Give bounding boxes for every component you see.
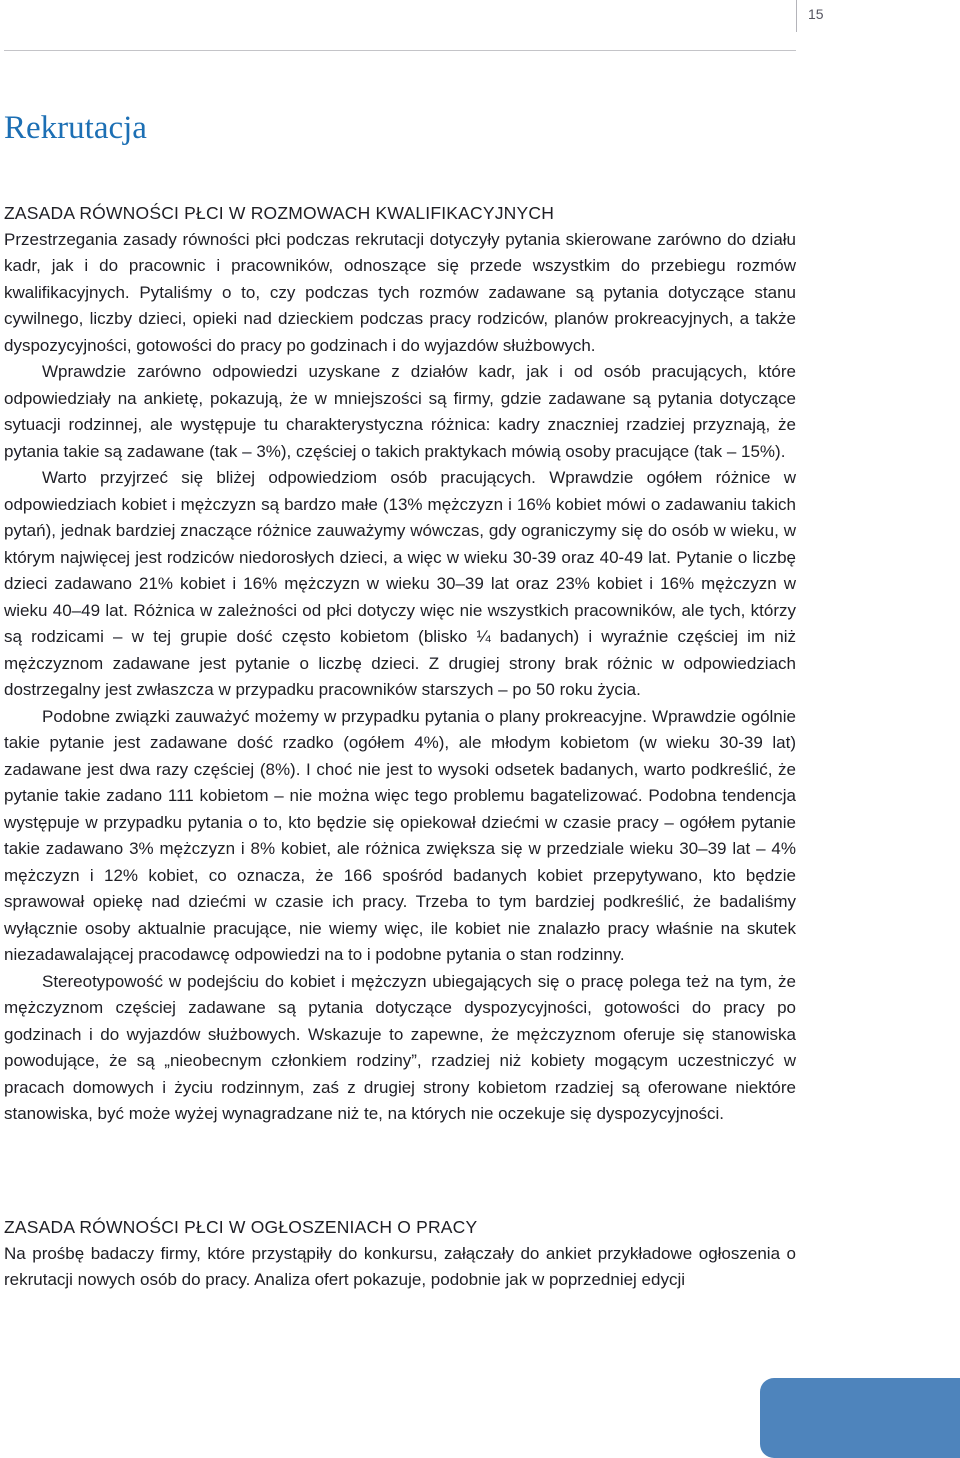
page-number: 15	[808, 6, 824, 22]
header-rule	[4, 50, 796, 51]
section-heading: ZASADA RÓWNOŚCI PŁCI W OGŁOSZENIACH O PRACY	[4, 1217, 478, 1237]
corner-decoration	[760, 1378, 960, 1458]
paragraph: Na prośbę badaczy firmy, które przystąpiły do konkursu, załączały do ankiet przykładowe ogłoszenia o rekrutacji nowych osób do pracy. Analiza ofert pokazuje, podobnie jak w poprzedniej edycji	[4, 1243, 796, 1289]
paragraph: Podobne związki zauważyć możemy w przypadku pytania o plany prokreacyjne. Wprawdzie ogólnie takie pytanie jest zadawane dość rzadko (ogółem 4%), ale młodym kobietom (w wieku 30-39 lat) zadawane jest dwa razy częściej (8%). I choć nie jest to wysoki odsetek badanych, warto podkreślić, że pytanie takie zadano 111 kobietom – nie można więc tego problemu bagatelizować. Podobna tendencja występuje w przypadku pytania o to, kto będzie się opiekował dziećmi w czasie pracy – ogółem pytanie takie zadawano 3% mężczyzn i 8% kobiet, ale różnica zwiększa się w przedziale wieku 30–39 lat – 4% mężczyzn i 12% kobiet, co oznacza, że 166 spośród badanych kobiet przepytywano, kto będzie sprawował opiekę nad dziećmi w czasie ich pracy. Trzeba to tym bardziej podkreślić, że badaliśmy wyłącznie osoby aktualnie pracujące, nie wiemy więc, ile kobiet nie znalazło pracy właśnie na skutek niezadawalającej pracodawcę odpowiedzi na to i podobne pytania o stan rodzinny.	[4, 706, 796, 964]
paragraph: Warto przyjrzeć się bliżej odpowiedziom osób pracujących. Wprawdzie ogółem różnice w odpowiedziach kobiet i mężczyzn są bardzo małe (13% mężczyzn i 16% kobiet mówi o zadawaniu takich pytań), jednak bardziej znaczące różnice zauważymy wówczas, gdy ograniczymy się do osób w wieku, w którym najwięcej jest rodziców niedorosłych dzieci, a więc w wieku 30-39 oraz 40-49 lat. Pytanie o liczbę dzieci zadawano 21% kobiet i 16% mężczyzn w wieku 30–39 lat oraz 23% kobiet i 16% mężczyzn w wieku 40–49 lat. Różnica w zależności od płci dotyczy więc nie wszystkich pracowników, ale tych, którzy są rodzicami – w tej grupie dość często kobietom (blisko ¼ badanych) i wyraźnie częściej im niż mężczyznom zadawane jest pytanie o liczbę dzieci. Z drugiej strony brak różnic w odpowiedziach dostrzegalny jest zwłaszcza w przypadku pracowników starszych – po 50 roku życia.	[4, 468, 796, 699]
chapter-title: Rekrutacja	[4, 110, 147, 146]
paragraph: Wprawdzie zarówno odpowiedzi uzyskane z działów kadr, jak i od osób pracujących, które odpowiedziały na ankietę, pokazują, że w mniejszości są firmy, gdzie zadawane są pytania dotyczące sytuacji rodzinnej, ale występuje tu charakterystyczna różnica: kadry znaczniej rzadziej przyznają, że pytania takie są zadawane (tak – 3%), częściej o takich praktykach mówią osoby pracujące (tak – 15%).	[4, 362, 796, 461]
section-interviews	[4, 200, 796, 1128]
paragraph: Stereotypowość w podejściu do kobiet i mężczyzn ubiegających się o pracę polega też na tym, że mężczyznom częściej zadawane są pytania dotyczące dyspozycyjności, gotowości do pracy po godzinach i do wyjazdów służbowych. Wskazuje to zapewne, że mężczyznom oferuje się stanowiska powodujące, że są „nieobecnym członkiem rodziny”, rzadziej niż kobiety mogącym uczestniczyć w pracach domowych i życiu rodzinnym, zaś z drugiej strony kobietom rzadziej są oferowane niektóre stanowiska, być może wyżej wynagradzane niż te, na których nie oczekuje się dyspozycyjności.	[4, 971, 796, 1123]
page-number-divider	[796, 0, 797, 32]
section-heading: ZASADA RÓWNOŚCI PŁCI W ROZMOWACH KWALIFIKACYJNYCH	[4, 203, 555, 223]
paragraph: Przestrzegania zasady równości płci podczas rekrutacji dotyczyły pytania skierowane zarówno do działu kadr, jak i do pracownic i pracowników, odnoszące się przede wszystkim do przebiegu rozmów kwalifikacyjnych. Pytaliśmy o to, czy podczas tych rozmów zadawane są pytania dotyczące stanu cywilnego, liczby dzieci, opieki nad dzieckiem podczas pracy rodziców, planów prokreacyjnych, a także dyspozycyjności, gotowości do pracy po godzinach i do wyjazdów służbowych.	[4, 229, 796, 355]
section-job-ads	[4, 1214, 796, 1294]
